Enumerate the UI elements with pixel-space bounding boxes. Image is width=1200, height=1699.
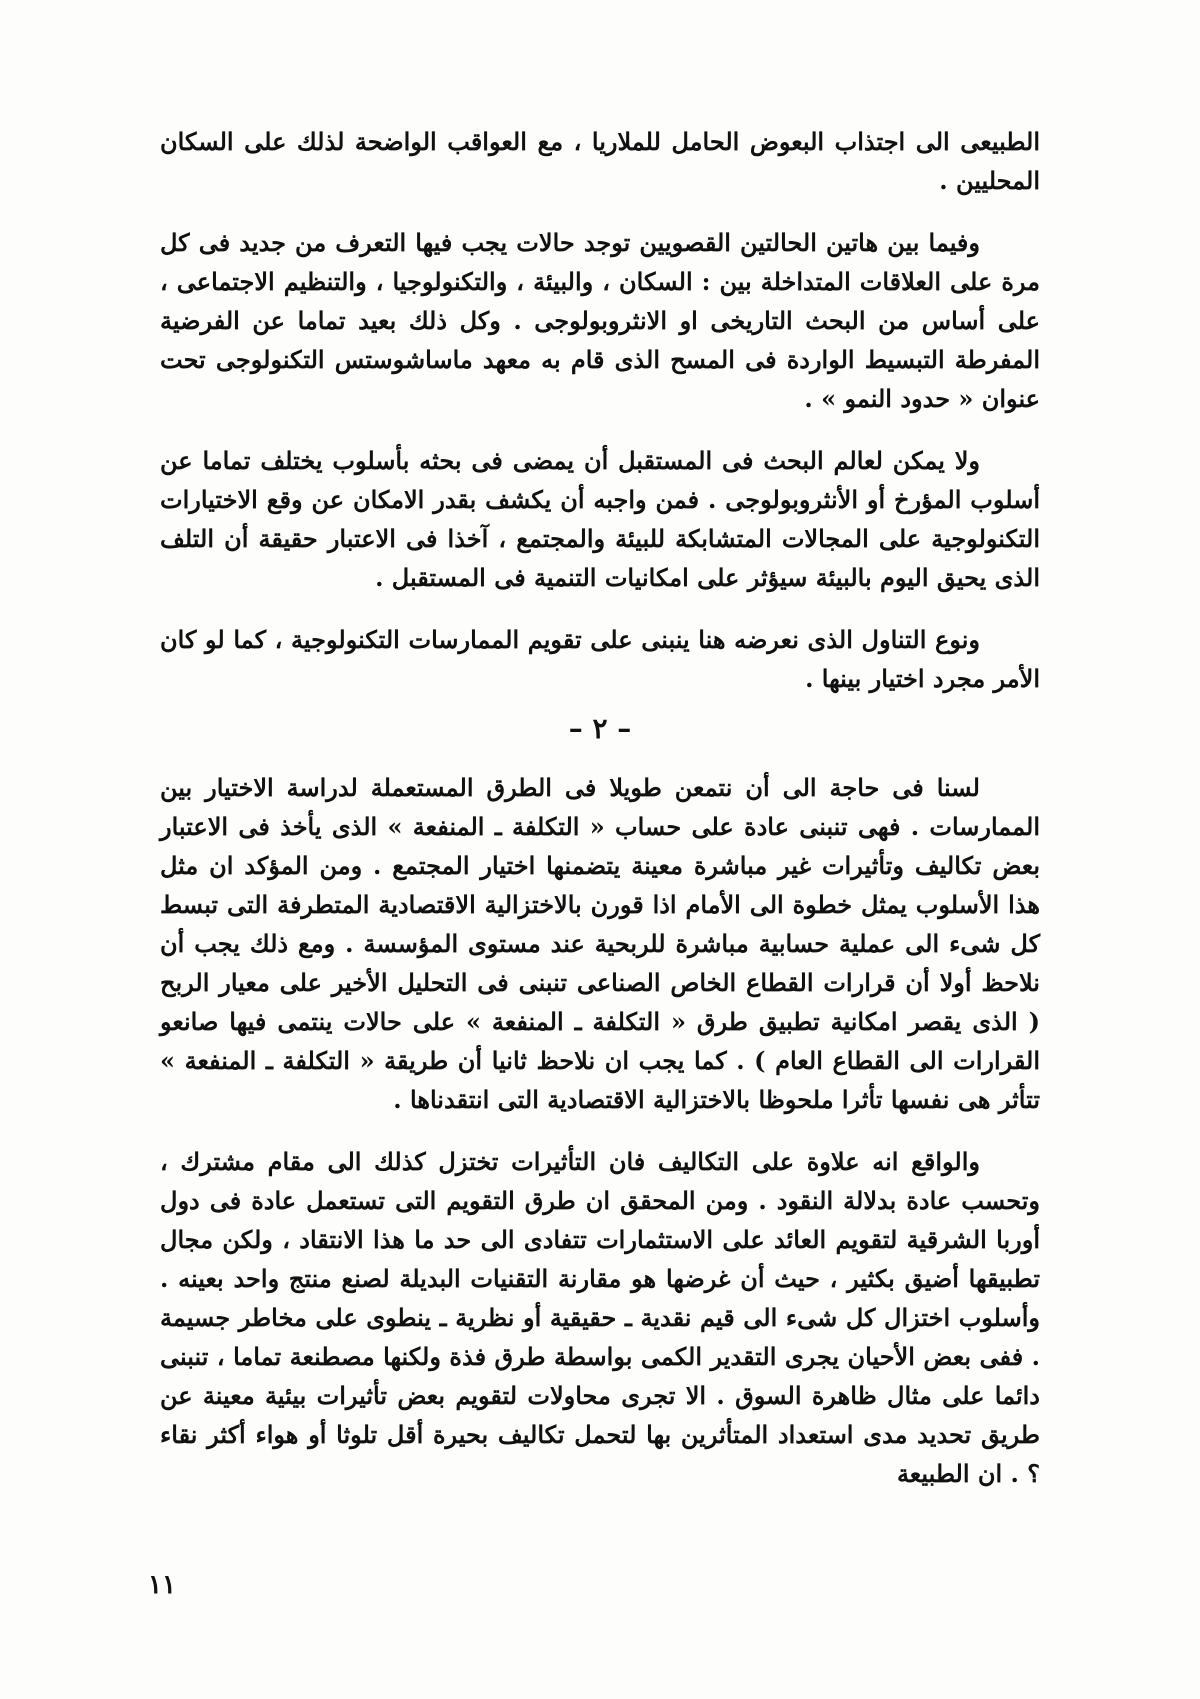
paragraph: لسنا فى حاجة الى أن نتمعن طويلا فى الطرق المستعملة لدراسة الاختيار بين الممارسات . فهى تنبنى عادة على حساب « التكلفة ـ المنفعة » الذى يأخذ فى الاعتبار بعض تكاليف وتأثيرات غير مباشرة معينة يتضمنها اختيار المجتمع . ومن المؤكد ان مثل هذا الأسلوب يمثل خطوة الى الأمام اذا قورن بالاختزالية الاقتصادية المتطرفة التى تبسط كل شىء الى عملية حسابية مباشرة للربحية عند مستوى المؤسسة . ومع ذلك يجب أن نلاحظ أولا أن قرارات القطاع الخاص الصناعى تنبنى فى التحليل الأخير على معيار الربح ( الذى يقصر امكانية تطبيق طرق « التكلفة ـ المنفعة » على حالات ينتمى فيها صانعو القرارات الى القطاع العام ) . كما يجب ان نلاحظ ثانيا أن طريقة « التكلفة ـ المنفعة » تتأثر هى نفسها تأثرا ملحوظا بالاختزالية الاقتصادية التى انتقدناها . bbox=[160, 773, 1040, 1114]
section-number: – ٢ – bbox=[568, 712, 632, 745]
paragraph: وفيما بين هاتين الحالتين القصويين توجد حالات يجب فيها التعرف من جديد فى كل مرة على العلاقات المتداخلة بين : السكان ، والبيئة ، والتكنولوجيا ، والتنظيم الاجتماعى ، على أساس من البحث التاريخى او الانثروبولوجى . وكل ذلك بعيد تماما عن الفرضية المفرطة التبسيط الواردة فى المسح الذى قام به معهد ماساشوستس التكنولوجى تحت عنوان « حدود النمو » . bbox=[160, 228, 1040, 413]
page-number: ١١ bbox=[148, 1570, 176, 1600]
text-block-bottom bbox=[160, 768, 1040, 1516]
paragraph: ولا يمكن لعالم البحث فى المستقبل أن يمضى فى بحثه بأسلوب يختلف تماما عن أسلوب المؤرخ أو الأنثروبولوجى . فمن واجبه أن يكشف بقدر الامكان عن وقع الاختيارات التكنولوجية على المجالات المتشابكة للبيئة والمجتمع ، آخذا فى الاعتبار حقيقة أن التلف الذى يحيق اليوم بالبيئة سيؤثر على امكانيات التنمية فى المستقبل . bbox=[160, 446, 1040, 592]
paragraph: والواقع انه علاوة على التكاليف فان التأثيرات تختزل كذلك الى مقام مشترك ، وتحسب عادة بدلالة النقود . ومن المحقق ان طرق التقويم التى تستعمل عادة فى دول أوربا الشرقية لتقويم العائد على الاستثمارات تتفادى الى حد ما هذا الانتقاد ، ولكن مجال تطبيقها أضيق بكثير ، حيث أن غرضها هو مقارنة التقنيات البديلة لصنع منتج واحد بعينه . وأسلوب اختزال كل شىء الى قيم نقدية ـ حقيقية أو نظرية ـ ينطوى على مخاطر جسيمة . ففى بعض الأحيان يجرى التقدير الكمى بواسطة طرق فذة ولكنها مصطنعة تماما ، تنبنى دائما على مثال ظاهرة السوق . الا تجرى محاولات لتقويم بعض تأثيرات بيئية معينة عن طريق تحديد مدى استعداد المتأثرين بها لتحمل تكاليف بحيرة أقل تلوثا أو هواء أكثر نقاء ؟ . ان الطبيعة bbox=[160, 1147, 1041, 1488]
paragraph: الطبيعى الى اجتذاب البعوض الحامل للملاريا ، مع العواقب الواضحة لذلك على السكان المحليين . bbox=[160, 127, 1040, 195]
paragraph: ونوع التناول الذى نعرضه هنا ينبنى على تقويم الممارسات التكنولوجية ، كما لو كان الأمر مجرد اختيار بينها . bbox=[160, 625, 1040, 693]
text-block-top bbox=[160, 122, 1040, 721]
